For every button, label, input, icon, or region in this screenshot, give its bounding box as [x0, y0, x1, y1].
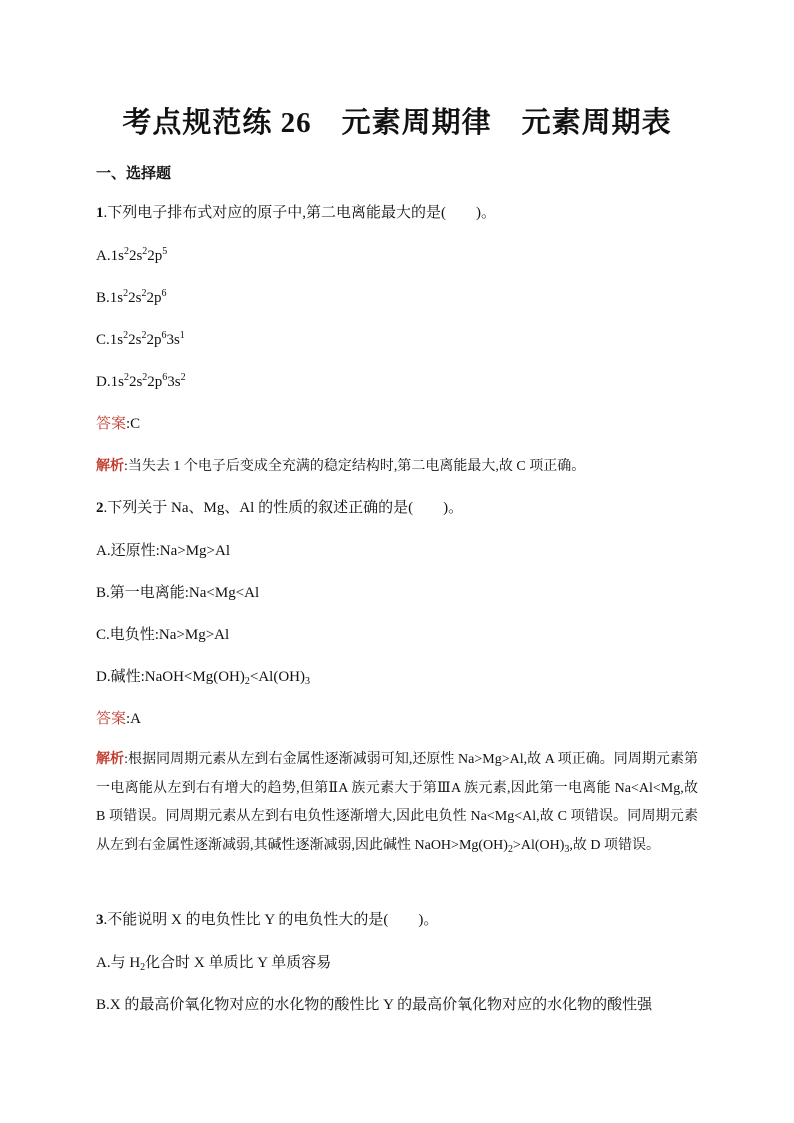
analysis-label: 解析 [96, 459, 124, 474]
question-3-option-a: A.与 $H_2$化合时 X 单质比 Y 单质容易 [96, 955, 332, 973]
page-title [0, 100, 794, 141]
answer-value: :A [126, 711, 142, 727]
question-1-analysis [96, 457, 585, 477]
question-3-stem [96, 910, 438, 930]
question-text: .下列关于 Na、Mg、Al 的性质的叙述正确的是( )。 [103, 500, 464, 516]
analysis-label: 解析 [96, 752, 125, 767]
question-3-option-b: B.X 的最高价氧化物对应的水化物的酸性比 Y 的最高价氧化物对应的水化物的酸性强 [96, 997, 653, 1013]
section-heading: 一、选择题 [96, 166, 172, 182]
question-text: .不能说明 X 的电负性比 Y 的电负性大的是( )。 [103, 912, 439, 928]
question-1-answer [96, 414, 140, 434]
question-number: 3 [96, 912, 104, 928]
question-text: .下列电子排布式对应的原子中,第二电离能最大的是( )。 [103, 205, 496, 221]
question-1-option-d: $D.1s^22s^22p^63s^2$ [96, 372, 186, 390]
answer-label: 答案 [96, 711, 127, 727]
question-number: 1 [96, 205, 104, 221]
question-2-analysis: 解析:根据同周期元素从左到右金属性逐渐减弱可知,还原性 Na>Mg>Al,故 A 项正确。同周期元素第一电离能从左到右有增大的趋势,但第ⅡA 族元素大于第ⅢA 族元素,因此第一电离能 Na<Al<Mg,故 B 项错误。同周期元素从左到右电负性逐渐增大,因此电负性 Na<Mg<Al,故 C 项错误。同周期元素从左到右金属性逐渐减弱,其碱性逐渐减弱,因此碱性 $NaOH>Mg(OH)_2>Al(OH)_3$,故 D 项错误。 [96, 752, 699, 855]
question-2-option-a: A.还原性:Na>Mg>Al [96, 543, 230, 559]
analysis-text: :当失去 1 个电子后变成全充满的稳定结构时,第二电离能最大,故 C 项正确。 [124, 459, 586, 474]
question-2-answer [96, 709, 141, 729]
title-part-3: 元素周期表 [521, 107, 672, 139]
answer-value: :C [126, 416, 141, 432]
question-2-option-c: C.电负性:Na>Mg>Al [96, 627, 230, 643]
question-1-stem [96, 203, 496, 223]
question-1-option-a: $A.1s^22s^22p^5$ [96, 246, 168, 264]
title-part-2: 元素周期律 [341, 107, 492, 139]
question-2-option-d: D.碱性$:NaOH<Mg(OH)_2<Al(OH)_3$ [96, 669, 310, 687]
question-2-option-b: B.第一电离能:Na<Mg<Al [96, 585, 260, 601]
question-1-option-c: $C.1s^22s^22p^63s^1$ [96, 330, 185, 348]
question-number: 2 [96, 500, 104, 516]
title-part-1: 考点规范练 26 [122, 107, 312, 139]
answer-label: 答案 [96, 416, 127, 432]
question-1-option-b: $B.1s^22s^22p^6$ [96, 288, 167, 306]
question-2-stem [96, 498, 463, 518]
